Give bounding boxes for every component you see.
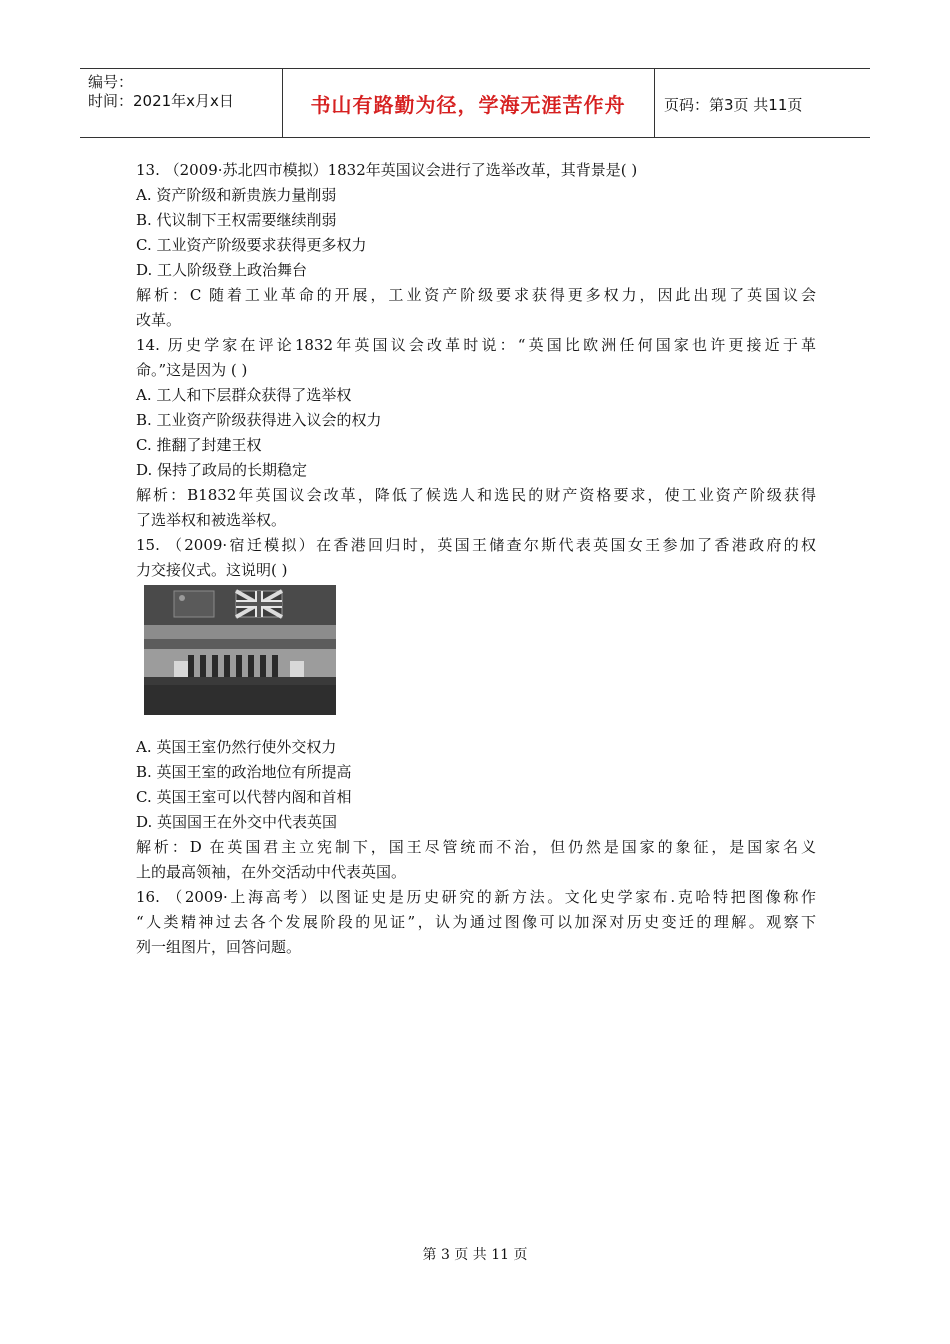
photo-illustration [144, 585, 336, 715]
option-line: A. 英国王室仍然行使外交权力 [136, 738, 337, 756]
analysis-line: 解析：D 在英国君主立宪制下，国王尽管统而不治，但仍然是国家的象征，是国家名义 [136, 838, 816, 856]
option-line: C. 推翻了封建王权 [136, 436, 262, 454]
analysis-line: 改革。 [136, 311, 182, 329]
option-line: A. 资产阶级和新贵族力量削弱 [136, 186, 337, 204]
option-line: A. 工人和下层群众获得了选举权 [136, 386, 352, 404]
date-label: 时间：2021年x月x日 [88, 92, 234, 110]
header-left-cell [88, 73, 278, 111]
text-line: 列一组图片，回答问题。 [136, 938, 302, 956]
motto: 书山有路勤为径，学海无涯苦作舟 [310, 93, 626, 117]
option-line: D. 英国国王在外交中代表英国 [136, 813, 338, 831]
text-line: 15. （2009·宿迁模拟）在香港回归时，英国王储查尔斯代表英国女王参加了香港政府的权 [136, 536, 816, 554]
document-body [136, 158, 816, 960]
option-line: D. 保持了政局的长期稳定 [136, 461, 308, 479]
text-line: “人类精神过去各个发展阶段的见证”，认为通过图像可以加深对历史变迁的理解。观察下 [136, 913, 816, 931]
option-line: C. 工业资产阶级要求获得更多权力 [136, 236, 367, 254]
handover-ceremony-photo [144, 585, 336, 715]
text-line: 14. 历史学家在评论1832年英国议会改革时说：“英国比欧洲任何国家也许更接近于革 [136, 336, 816, 354]
page-info: 页码：第3页 共11页 [664, 96, 803, 114]
option-line: C. 英国王室可以代替内阁和首相 [136, 788, 352, 806]
analysis-line: 了选举权和被选举权。 [136, 511, 287, 529]
text-line: 力交接仪式。这说明( ) [136, 561, 288, 579]
option-line: B. 代议制下王权需要继续削弱 [136, 211, 337, 229]
number-label: 编号： [88, 73, 134, 91]
text-line: 命。”这是因为 ( ) [136, 361, 248, 379]
analysis-line: 解析：B1832年英国议会改革，降低了候选人和选民的财产资格要求，使工业资产阶级获得 [136, 486, 816, 504]
option-line: B. 工业资产阶级获得进入议会的权力 [136, 411, 382, 429]
analysis-line: 解析：C 随着工业革命的开展，工业资产阶级要求获得更多权力，因此出现了英国议会 [136, 286, 816, 304]
page-footer: 第 3 页 共 11 页 [422, 1247, 528, 1263]
header-divider [654, 69, 655, 137]
analysis-line: 上的最高领袖，在外交活动中代表英国。 [136, 863, 407, 881]
text-line: 16. （2009·上海高考）以图证史是历史研究的新方法。文化史学家布.克哈特把图像称作 [136, 888, 816, 906]
text-line: 13. （2009·苏北四市模拟）1832年英国议会进行了选举改革，其背景是( ) [136, 161, 638, 179]
option-line: B. 英国王室的政治地位有所提高 [136, 763, 352, 781]
header-table [80, 68, 870, 138]
option-line: D. 工人阶级登上政治舞台 [136, 261, 308, 279]
